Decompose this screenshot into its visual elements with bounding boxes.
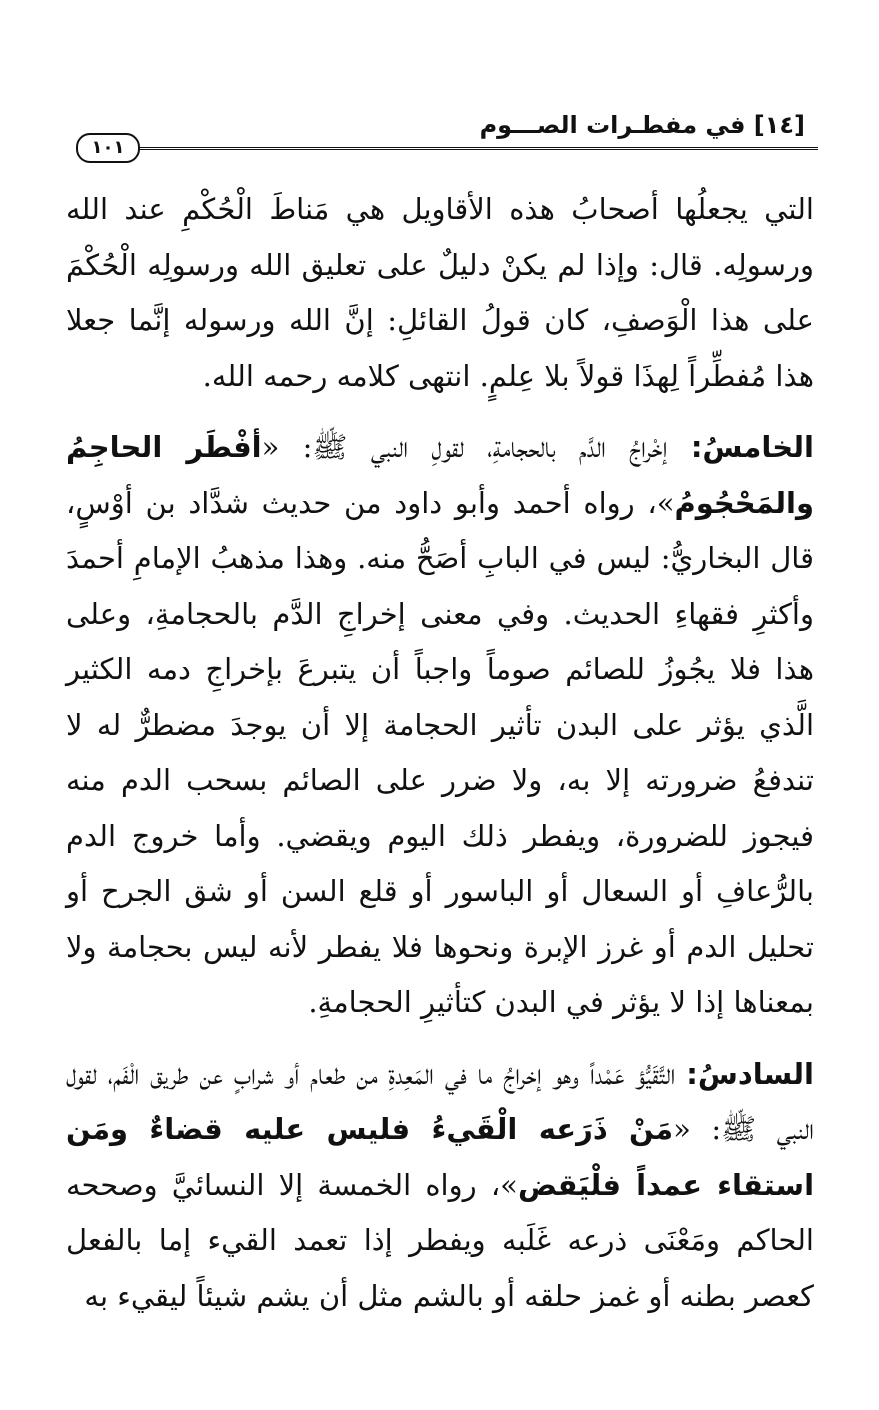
running-header-title: [١٤] في مفطـرات الصـــوم	[479, 111, 805, 139]
paragraph-text: »، رواه أحمد وأبو داود من حديث شدَّاد بن أوْسٍ، قال البخاريُّ: ليس في البابِ أصَحُّ منه. وهذا مذهبُ الإمامِ أحمدَ وأكثرِ فقهاءِ الحديث. وفي معنى إخراجِ الدَّم بالحجامةِ، وعلى هذا فلا يجُوزُ للصائم صوماً واجباً أن يتبرعَ بإخراجِ دمه الكثير الَّذي يؤثر على البدن تأثير الحجامة إلا أن يوجدَ مضطرٌّ له لا تندفعُ ضرورته إلا به، ولا ضرر على الصائم بسحب الدم منه فيجوز للضرورة، ويفطر ذلك اليوم ويقضي. وأما خروج الدم بالرُّعافِ أو السعال أو الباسور أو قلع السن أو شق الجرح أو تحليل الدم أو غرز الإبرة ونحوها فلا يفطر لأنه ليس بحجامة ولا بمعناها إذا لا يؤثر في البدن كتأثيرِ الحجامةِ.	[66, 485, 814, 1019]
paragraph-heading-fifth: الخامسُ:	[690, 430, 814, 464]
paragraph-1	[66, 182, 814, 404]
paragraph-heading-sixth: السادسُ:	[686, 1056, 814, 1091]
body-text	[66, 182, 814, 1324]
paragraph-text: التي يجعلُها أصحابُ هذه الأقاويل هي مَناطَ الْحُكْمِ عند الله ورسولِه. قال: وإذا لم يكنْ دليلٌ على تعليق الله ورسولِه الْحُكْمَ على هذا الْوَصفِ، كان قولُ القائلِ: إنَّ الله ورسوله إنَّما جعلا هذا مُفطِّراً لِهذَا قولاً بلا عِلمٍ. انتهى كلامه رحمه الله.	[66, 192, 814, 393]
page-number: ١٠١	[76, 133, 140, 163]
hadith-quote: مَنْ ذَرَعه الْقَيءُ فليس عليه قضاءٌ ومَن استقاء عمداً فلْيَقض	[66, 1112, 815, 1202]
paragraph-2-fifth	[66, 420, 814, 1031]
paragraph-text: التَّقَيُّؤ عَمْداً وهو إخراجُ ما في المَعِدةِ من طعام أو شرابٍ عن طريق الْفَم، لقول النبي ﷺ: «	[66, 1056, 814, 1146]
paragraph-text: إخْراجُ الدَّم بالحجامةِ، لقولِ النبي ﷺ: «	[261, 430, 691, 464]
paragraph-3-sixth	[66, 1047, 814, 1325]
paragraph-text: »، رواه الخمسة إلا النسائيَّ وصححه الحاكم ومَعْنَى ذرعه غَلَبه ويفطر إذا تعمد القيء إما بالفعل كعصر بطنه أو غمز حلقه أو بالشم مثل أن يشم شيئاً ليقيء به	[66, 1167, 814, 1313]
header-divider	[138, 147, 818, 150]
hadith-quote: أفْطَر الحاجِمُ والمَحْجُومُ	[66, 430, 814, 520]
